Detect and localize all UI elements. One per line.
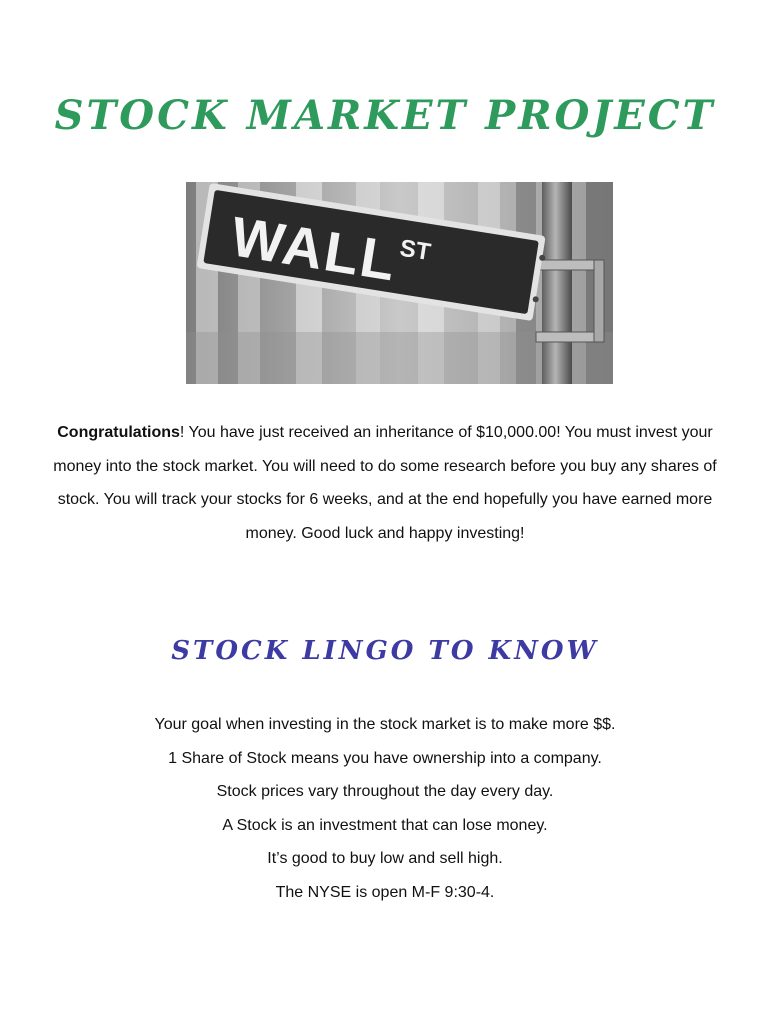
lingo-item: 1 Share of Stock means you have ownership into a company. — [168, 749, 602, 767]
lingo-item: Your goal when investing in the stock market is to make more $$. — [154, 716, 616, 733]
lingo-list — [0, 708, 770, 909]
lingo-item: The NYSE is open M-F 9:30-4. — [275, 883, 495, 901]
intro-lead: Congratulations — [57, 424, 180, 441]
intro-paragraph — [40, 416, 730, 550]
sign-text-suffix: ST — [397, 234, 433, 267]
section-heading: STOCK LINGO TO KNOW — [171, 636, 599, 666]
intro-text: ! You have just received an inheritance of $10,000.00! You must invest your money into the stock market. You will need to do some research before you buy any shares of stock. You will track your stocks for 6 weeks, and at the end hopefully you have earned more money. Good luck and happy investing! — [53, 424, 717, 542]
lingo-item: A Stock is an investment that can lose money. — [222, 816, 548, 834]
lingo-item: It’s good to buy low and sell high. — [267, 850, 503, 867]
sign-text-main: WALL — [227, 204, 402, 293]
wall-street-sign-image — [186, 182, 613, 384]
lingo-item: Stock prices vary throughout the day every day. — [216, 783, 554, 800]
page-title: STOCK MARKET PROJECT — [54, 92, 716, 139]
